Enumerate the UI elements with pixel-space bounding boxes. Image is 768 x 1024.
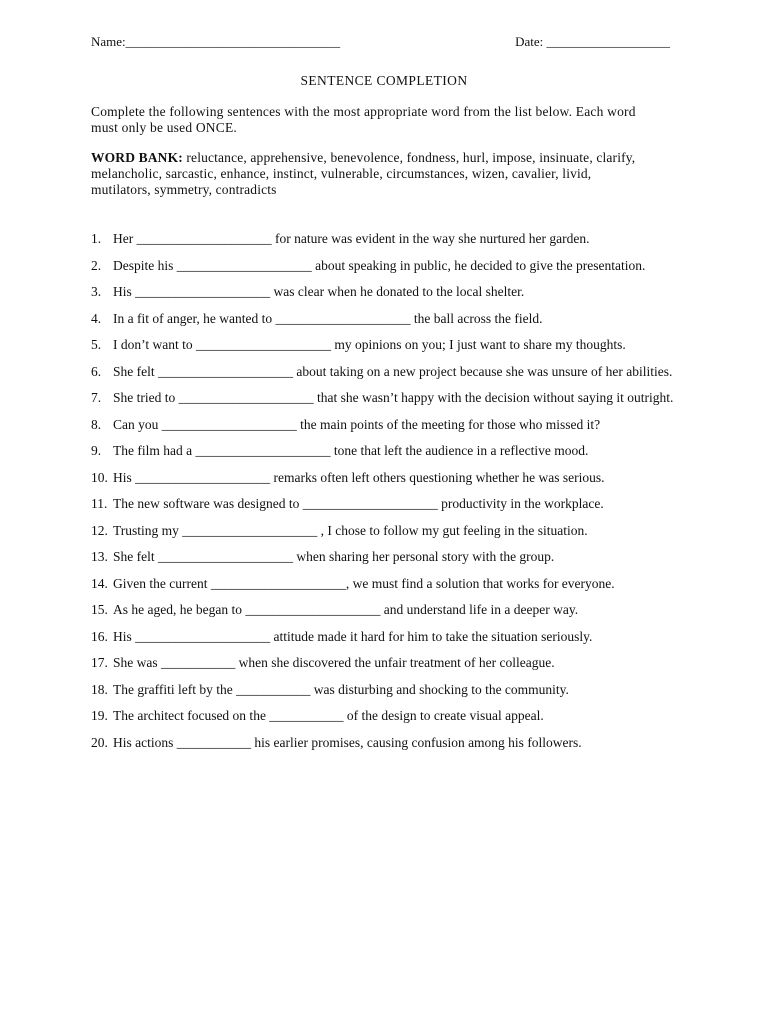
sentence-text: She tried to ____________________ that she wasn’t happy with the decision without saying it outright. bbox=[113, 390, 674, 405]
sentence-item bbox=[91, 442, 691, 460]
page-title: SENTENCE COMPLETION bbox=[300, 73, 468, 88]
sentence-number: 8. bbox=[91, 416, 102, 432]
sentence-text: His ____________________ remarks often left others questioning whether he was serious. bbox=[113, 469, 605, 485]
sentence-text: As he aged, he began to ____________________ and understand life in a deeper way. bbox=[113, 602, 579, 617]
sentence-number: 18. bbox=[91, 681, 108, 697]
sentence-text: The architect focused on the ___________ of the design to create visual appeal. bbox=[113, 708, 544, 723]
sentence-number: 7. bbox=[91, 390, 102, 405]
sentence-text: His ____________________ was clear when he donated to the local shelter. bbox=[113, 284, 525, 299]
word-bank-label: WORD BANK: bbox=[91, 150, 183, 165]
sentence-item bbox=[91, 416, 691, 434]
sentence-item bbox=[91, 522, 691, 540]
sentence-number: 20. bbox=[91, 734, 108, 750]
instructions: Complete the following sentences with the most appropriate word from the list below. Each word must only be used ONCE. bbox=[91, 104, 636, 135]
sentence-text: I don’t want to ____________________ my opinions on you; I just want to share my thoughts. bbox=[113, 337, 626, 352]
sentence-item bbox=[91, 601, 691, 619]
sentence-number: 2. bbox=[91, 257, 102, 273]
sentence-item bbox=[91, 283, 691, 301]
sentence-item bbox=[91, 734, 691, 752]
sentence-text: The new software was designed to ____________________ productivity in the workplace. bbox=[113, 496, 604, 511]
name-field-label: Name:_________________________________ bbox=[91, 34, 341, 49]
sentence-number: 6. bbox=[91, 363, 102, 379]
sentence-item bbox=[91, 495, 691, 513]
sentence-number: 17. bbox=[91, 655, 108, 670]
sentence-text: Can you ____________________ the main points of the meeting for those who missed it? bbox=[113, 416, 601, 432]
sentence-item bbox=[91, 548, 691, 566]
sentence-number: 19. bbox=[91, 708, 108, 723]
sentence-item bbox=[91, 363, 691, 381]
sentence-text: The film had a ____________________ tone that left the audience in a reflective mood. bbox=[113, 443, 589, 458]
sentence-item bbox=[91, 469, 691, 487]
sentence-number: 5. bbox=[91, 337, 102, 352]
worksheet-header bbox=[91, 34, 670, 54]
date-field-label: Date: ___________________ bbox=[515, 34, 670, 49]
sentence-item bbox=[91, 389, 691, 407]
sentence-text: The graffiti left by the ___________ was disturbing and shocking to the community. bbox=[113, 681, 569, 697]
sentence-text: Given the current ____________________, we must find a solution that works for everyone. bbox=[113, 575, 615, 591]
sentence-item bbox=[91, 257, 691, 275]
word-bank-words: reluctance, apprehensive, benevolence, fondness, hurl, impose, insinuate, clarify, melancholic, sarcastic, enhance, instinct, vulnerable, circumstances, wizen, cavalier, livid, mutilators, symmetry, contradicts bbox=[91, 150, 636, 197]
sentence-text: His actions ___________ his earlier promises, causing confusion among his followers. bbox=[113, 734, 582, 750]
sentence-text: She felt ____________________ when sharing her personal story with the group. bbox=[113, 549, 555, 564]
sentence-number: 12. bbox=[91, 522, 108, 538]
sentence-item bbox=[91, 575, 691, 593]
sentence-item bbox=[91, 336, 691, 354]
sentence-number: 16. bbox=[91, 628, 108, 644]
sentence-text: Trusting my ____________________ , I chose to follow my gut feeling in the situation. bbox=[113, 522, 588, 538]
sentence-number: 13. bbox=[91, 549, 108, 564]
sentence-text: His ____________________ attitude made it hard for him to take the situation seriously. bbox=[113, 628, 593, 644]
sentence-text: She was ___________ when she discovered the unfair treatment of her colleague. bbox=[113, 655, 555, 670]
sentence-text: Despite his ____________________ about speaking in public, he decided to give the presentation. bbox=[113, 257, 646, 273]
sentence-number: 11. bbox=[91, 496, 108, 511]
sentence-item bbox=[91, 707, 691, 725]
sentence-list bbox=[91, 230, 691, 760]
sentence-number: 3. bbox=[91, 284, 102, 299]
sentence-number: 15. bbox=[91, 602, 108, 617]
sentence-text: She felt ____________________ about taking on a new project because she was unsure of her abilities. bbox=[113, 363, 673, 379]
word-bank bbox=[91, 150, 651, 198]
sentence-item bbox=[91, 230, 691, 248]
sentence-item bbox=[91, 654, 691, 672]
sentence-item bbox=[91, 681, 691, 699]
sentence-text: Her ____________________ for nature was evident in the way she nurtured her garden. bbox=[113, 231, 590, 246]
sentence-number: 10. bbox=[91, 469, 108, 485]
sentence-text: In a fit of anger, he wanted to ____________________ the ball across the field. bbox=[113, 310, 543, 326]
sentence-number: 1. bbox=[91, 231, 102, 246]
sentence-item bbox=[91, 310, 691, 328]
sentence-number: 9. bbox=[91, 443, 102, 458]
sentence-number: 14. bbox=[91, 575, 108, 591]
sentence-item bbox=[91, 628, 691, 646]
sentence-number: 4. bbox=[91, 310, 102, 326]
